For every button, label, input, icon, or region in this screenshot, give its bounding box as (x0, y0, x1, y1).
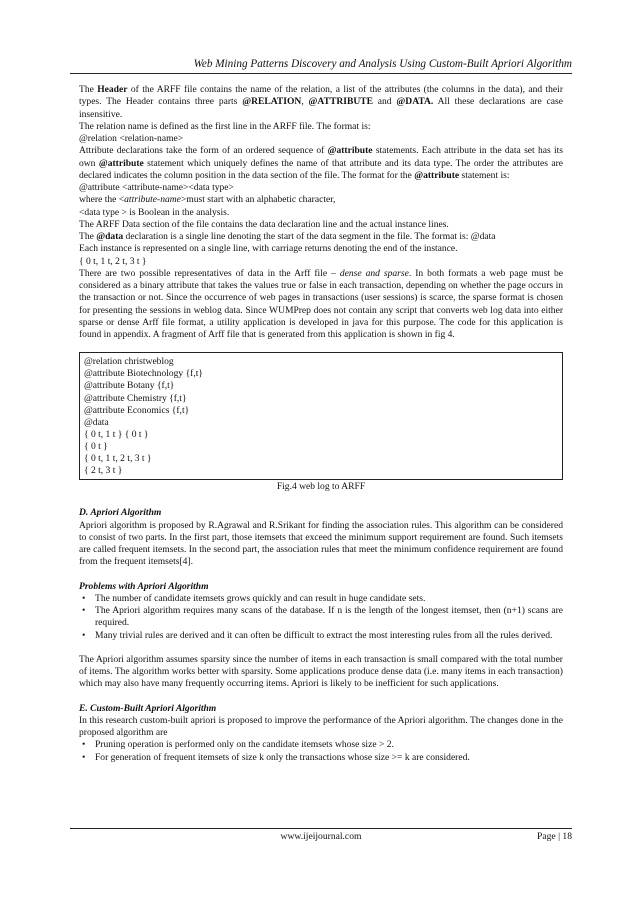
paragraph-attribute-declarations: Attribute declarations take the form of an ordered sequence of @attribute statements. Each attribute in the data set has its own @attribute statement which uniquely defines the name of that attribute and its data type. The order the attributes are declared indicates the column position in the data section of the file. The format for the @attribute statement is: (79, 145, 563, 181)
paragraph-header-description: The Header of the ARFF file contains the name of the relation, a list of the attributes (the columns in the data), and their types. The Header contains three parts @RELATION, @ATTRIBUTE and @DATA. All these declarations are case insensitive. (79, 84, 564, 120)
paragraph-relation-name: The relation name is defined as the first line in the ARFF file. The format is: (79, 120, 371, 132)
bullet-icon: • (82, 605, 86, 617)
list-item: • For generation of frequent itemsets of size k only the transactions whose size >= k are considered. (82, 751, 470, 763)
figure-caption: Fig.4 web log to ARFF (276, 481, 366, 493)
section-e-text: In this research custom-built apriori is proposed to improve the performance of the Apriori algorithm. The changes done in the proposed algorithm are (79, 714, 563, 739)
problems-title: Problems with Apriori Algorithm (79, 580, 209, 592)
code-line: { 0 t, 1 t, 2 t, 3 t } (84, 453, 152, 464)
bullet-icon: • (82, 592, 86, 604)
journal-url[interactable]: www.ijeijournal.com (280, 831, 362, 842)
bullet-icon: • (82, 739, 86, 751)
data-type-note: <data type > is Boolean in the analysis. (79, 206, 230, 218)
paragraph-data-declaration: The @data declaration is a single line denoting the start of the data segment in the file. The format is: @data (79, 231, 496, 242)
paragraph-dense-sparse: There are two possible representatives of data in the Arff file – dense and sparse. In both formats a web page must be considered as a binary attribute that takes the values true or false in each transaction, depending on whether the page occurs in the transaction or not. Since the occurrence of web pages in transactions (user sessions) is scarce, the sparse format is chosen for presenting the sessions in weblog data. Since WUMPrep does not contain any script that converts web log data into either sparse or dense Arff file format, a utility application is developed in java for this purpose. The code for this application is found in appendix. A fragment of Arff file that is generated from this application is shown in fig 4. (79, 267, 564, 340)
sparsity-paragraph: The Apriori algorithm assumes sparsity since the number of items in each transaction is small compared with the total number of items. The algorithm works better with sparsity. Some applications produce dense data (i.e. many items in each transaction) which may also have many frequently occurring items. Apriori is likely to be inefficient for such applications. (79, 653, 563, 690)
code-line: @attribute Botany {f,t} (84, 380, 175, 392)
list-item: • Many trivial rules are derived and it can often be difficult to extract the most interesting rules from all the rules derived. (82, 629, 553, 641)
code-line: { 0 t, 1 t } { 0 t } (84, 428, 149, 440)
relation-format: @relation <relation-name> (79, 133, 184, 144)
attribute-name-note: where the <attribute-name>must start with an alphabetic character, (79, 194, 336, 206)
code-line: @attribute Economics {f,t} (84, 404, 190, 416)
bullet-icon: • (82, 751, 86, 763)
running-header (70, 58, 572, 74)
code-line: @data (84, 416, 109, 428)
section-d-title: D. Apriori Algorithm (79, 507, 162, 519)
code-line: @attribute Chemistry {f,t} (84, 392, 187, 404)
page-number: Page | 18 (537, 831, 572, 842)
paragraph-data-section: The ARFF Data section of the file contains the data declaration line and the actual instance lines. (79, 218, 449, 230)
list-item: • The number of candidate itemsets grows quickly and can result in huge candidate sets. (82, 592, 426, 604)
attribute-format: @attribute <attribute-name><data type> (79, 182, 234, 193)
code-line: { 0 t } (84, 440, 108, 452)
code-line: @relation christweblog (84, 356, 174, 368)
list-item: • The Apriori algorithm requires many scans of the database. If n is the length of the longest itemset, then (n+1) scans are required. (82, 605, 563, 629)
section-e-title: E. Custom-Built Apriori Algorithm (79, 702, 217, 714)
arff-code-box (79, 352, 563, 480)
code-line: @attribute Biotechnology {f,t} (84, 368, 203, 380)
list-item: • Pruning operation is performed only on the candidate itemsets whose size > 2. (82, 739, 394, 751)
bullet-icon: • (82, 629, 86, 641)
main-content (79, 84, 563, 764)
instance-example: { 0 t, 1 t, 2 t, 3 t } (79, 255, 147, 267)
running-title: Web Mining Patterns Discovery and Analysis Using Custom-Built Apriori Algorithm (193, 58, 572, 70)
changes-list (79, 739, 563, 764)
page-footer (70, 828, 572, 845)
section-d-text: Apriori algorithm is proposed by R.Agrawal and R.Srikant for finding the association rules. This algorithm can be considered to consist of two parts. In the first part, those itemsets that exceed the minimum support requirement are found. Such itemsets are called frequent itemsets. In the second part, the association rules that meet the minimum confidence requirement are found from the frequent itemsets[4]. (79, 519, 563, 568)
problems-list (79, 593, 563, 642)
code-line: { 2 t, 3 t } (84, 465, 123, 477)
paragraph-instance: Each instance is represented on a single line, with carriage returns denoting the end of the instance. (79, 243, 458, 255)
